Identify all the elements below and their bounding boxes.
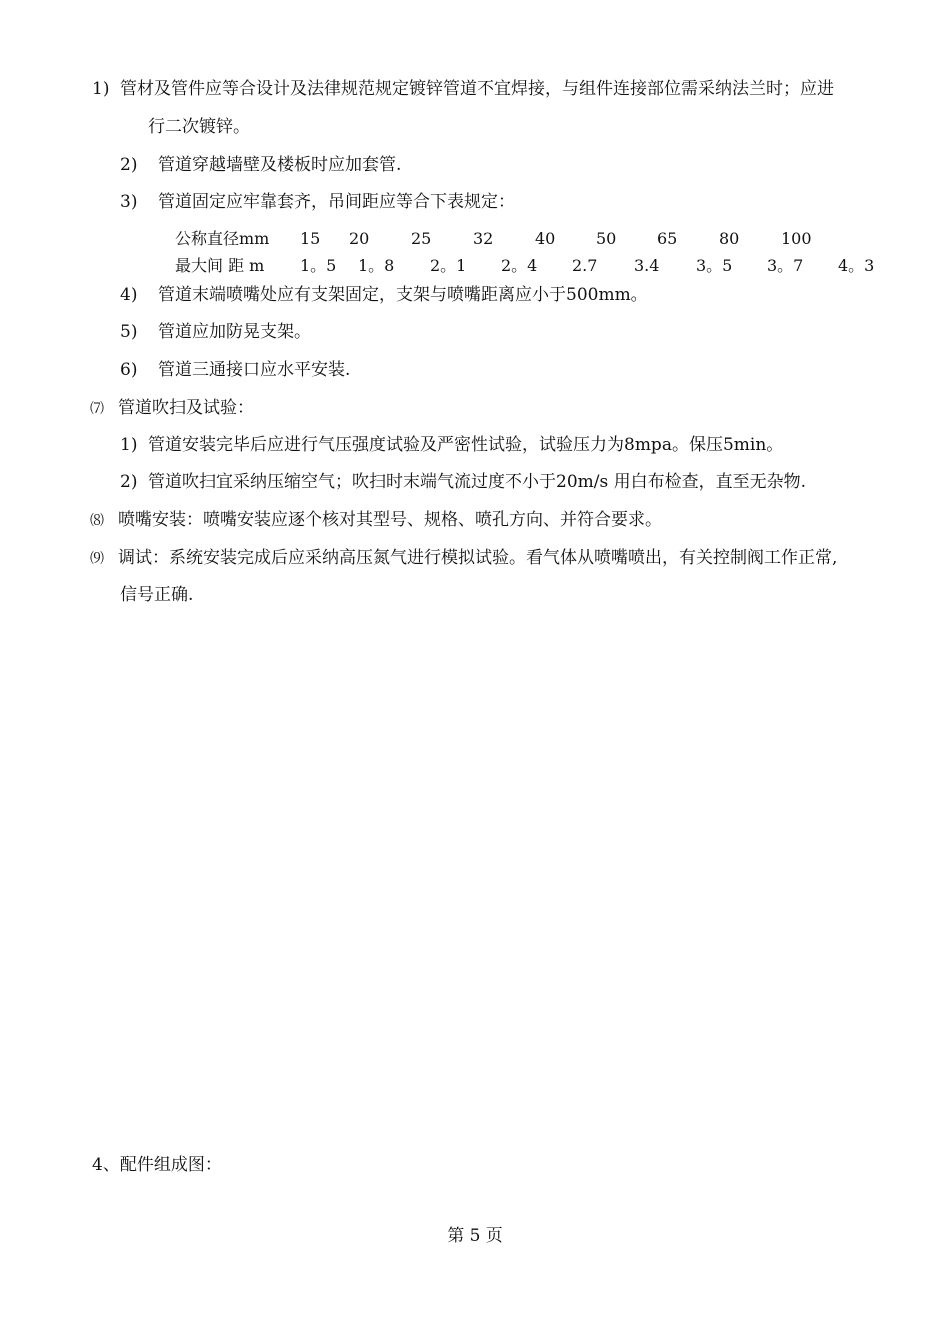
table-cell: 3。5 bbox=[696, 256, 733, 275]
table-cell: 2.7 bbox=[572, 256, 598, 275]
item-number: 1) bbox=[120, 435, 138, 455]
table-cell: 100 bbox=[781, 229, 812, 248]
item-text: 管道末端喷嘴处应有支架固定，支架与喷嘴距离应小于500mm。 bbox=[158, 285, 648, 305]
section-continuation: 信号正确. bbox=[120, 585, 194, 605]
item-text: 管道应加防晃支架。 bbox=[158, 322, 311, 342]
list-item bbox=[120, 154, 401, 176]
item-text: 管材及管件应等合设计及法律规范规定镀锌管道不宜焊接，与组件连接部位需采纳法兰时；应进 bbox=[120, 79, 834, 99]
list-item bbox=[120, 321, 311, 343]
table-row-label: 公称直径mm bbox=[175, 229, 270, 248]
table-cell: 2。1 bbox=[430, 256, 467, 275]
item-number: 6) bbox=[120, 360, 138, 380]
section-number: ⑺ bbox=[90, 401, 104, 417]
section-title: 管道吹扫及试验： bbox=[118, 398, 254, 418]
table-cell: 3。7 bbox=[767, 256, 804, 275]
table-cell: 2。4 bbox=[501, 256, 538, 275]
page-number: 第 5 页 bbox=[447, 1226, 503, 1246]
table-cell: 50 bbox=[596, 229, 617, 248]
item-text: 管道固定应牢靠套齐，吊间距应等合下表规定： bbox=[158, 192, 515, 212]
table-row-label: 最大间 距 m bbox=[175, 256, 265, 275]
spacing-table-row-diameter bbox=[0, 229, 950, 249]
list-item bbox=[92, 78, 834, 100]
item-number: 1) bbox=[92, 79, 110, 99]
section-number: ⑻ bbox=[90, 513, 104, 529]
section-paragraph bbox=[90, 547, 837, 570]
table-cell: 80 bbox=[719, 229, 740, 248]
section-text: 调试：系统安装完成后应采纳高压氮气进行模拟试验。看气体从喷嘴喷出，有关控制阀工作正常, bbox=[118, 548, 838, 568]
section-paragraph bbox=[90, 509, 662, 532]
spacing-table-row-distance bbox=[0, 256, 950, 276]
list-item bbox=[120, 471, 806, 493]
list-item bbox=[120, 434, 783, 456]
list-item bbox=[120, 284, 648, 306]
item-number: 3) bbox=[120, 192, 138, 212]
item-text: 管道安装完毕后应进行气压强度试验及严密性试验，试验压力为8mpa。保压5min。 bbox=[148, 435, 784, 455]
table-cell: 1。8 bbox=[358, 256, 395, 275]
item-number: 2) bbox=[120, 472, 138, 492]
section-heading bbox=[90, 397, 254, 420]
table-cell: 15 bbox=[300, 229, 321, 248]
table-cell: 65 bbox=[657, 229, 678, 248]
item-number: 4) bbox=[120, 285, 138, 305]
item-text: 管道三通接口应水平安装. bbox=[158, 360, 351, 380]
section-text: 喷嘴安装：喷嘴安装应逐个核对其型号、规格、喷孔方向、并符合要求。 bbox=[118, 510, 662, 530]
list-item bbox=[120, 191, 515, 213]
item-number: 2) bbox=[120, 155, 138, 175]
table-cell: 32 bbox=[473, 229, 494, 248]
table-cell: 25 bbox=[411, 229, 432, 248]
table-cell: 40 bbox=[535, 229, 556, 248]
table-cell: 3.4 bbox=[634, 256, 660, 275]
table-cell: 20 bbox=[349, 229, 370, 248]
table-cell: 1。5 bbox=[300, 256, 337, 275]
item-text: 管道吹扫宜采纳压缩空气；吹扫时末端气流过度不小于20m/s 用白布检查，直至无杂物. bbox=[148, 472, 807, 492]
list-item bbox=[120, 359, 350, 381]
section-number: ⑼ bbox=[90, 551, 104, 567]
table-cell: 4。3 bbox=[838, 256, 875, 275]
section-heading: 4、配件组成图： bbox=[92, 1155, 222, 1175]
item-number: 5) bbox=[120, 322, 138, 342]
list-item-continuation: 行二次镀锌。 bbox=[148, 117, 250, 137]
item-text: 管道穿越墙壁及楼板时应加套管. bbox=[158, 155, 402, 175]
